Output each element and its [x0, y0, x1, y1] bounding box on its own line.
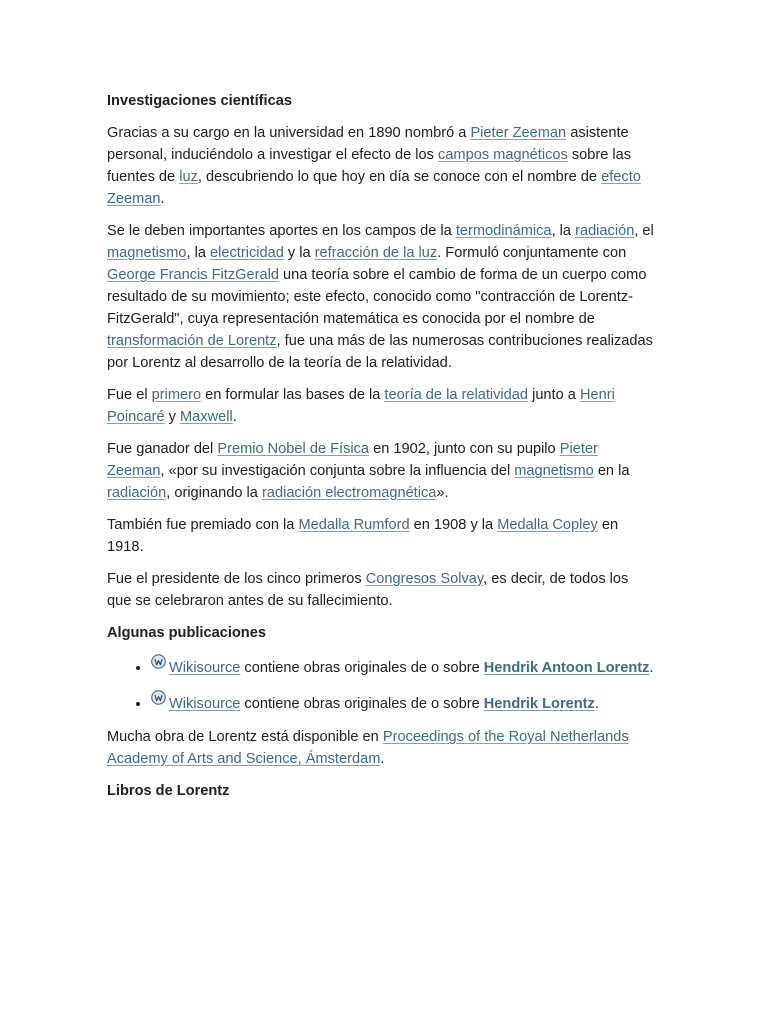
link-premio-nobel-de-fisica[interactable]: Premio Nobel de Física: [217, 441, 370, 457]
text: .: [232, 409, 237, 425]
text: sobre las fuentes de: [107, 147, 632, 185]
text: Se le deben importantes aportes en los campos de la: [107, 223, 456, 239]
link-pieter-zeeman-2[interactable]: Pieter Zeeman: [107, 441, 598, 479]
article-content: [107, 90, 655, 812]
text: Fue ganador del: [107, 441, 218, 457]
text: .: [594, 696, 599, 712]
link-hendrik-antoon-lorentz[interactable]: Hendrik Antoon Lorentz: [483, 660, 650, 676]
text: , el: [634, 223, 654, 239]
text: junto a: [528, 387, 580, 403]
wikisource-icon: [151, 654, 166, 669]
text: y: [164, 409, 181, 425]
link-refraccion-de-la-luz[interactable]: refracción de la luz: [314, 245, 438, 261]
text: .: [380, 751, 385, 767]
paragraph-zeeman: [107, 122, 655, 210]
text: , originando la: [166, 485, 262, 501]
text: ».: [436, 485, 449, 501]
text: contiene obras originales de o sobre: [240, 696, 484, 712]
link-henri-poincare[interactable]: Henri Poincaré: [107, 387, 615, 425]
text: , fue una más de las numerosas contribuciones realizadas por Lorentz al desarrollo de la teoría de la relatividad.: [107, 333, 653, 371]
link-magnetismo-2[interactable]: magnetismo: [514, 463, 594, 479]
paragraph-contributions: [107, 220, 655, 374]
link-hendrik-lorentz[interactable]: Hendrik Lorentz: [483, 696, 595, 712]
text: .: [160, 191, 165, 207]
link-electricidad[interactable]: electricidad: [210, 245, 284, 261]
link-medalla-copley[interactable]: Medalla Copley: [497, 517, 598, 533]
section-heading-publications: Algunas publicaciones: [107, 625, 266, 641]
link-efecto-zeeman[interactable]: efecto Zeeman: [107, 169, 641, 207]
link-medalla-rumford[interactable]: Medalla Rumford: [298, 517, 410, 533]
text: Fue el: [107, 387, 152, 403]
text: . Formuló conjuntamente con: [437, 245, 627, 261]
text: en la: [593, 463, 630, 479]
text: contiene obras originales de o sobre: [240, 660, 484, 676]
link-wikisource-2[interactable]: Wikisource: [169, 696, 241, 712]
paragraph-nobel: [107, 438, 655, 504]
paragraph-medals: [107, 514, 655, 558]
text: y la: [283, 245, 315, 261]
paragraph-solvay: [107, 568, 655, 612]
text: en formular las bases de la: [201, 387, 385, 403]
text: asistente personal, induciéndolo a investigar el efecto de los: [107, 125, 629, 163]
text: en 1902, junto con su pupilo: [369, 441, 560, 457]
paragraph-relativity: [107, 384, 655, 428]
link-transformacion-de-lorentz[interactable]: transformación de Lorentz: [107, 333, 277, 349]
link-proceedings[interactable]: Proceedings of the Royal Netherlands Academy of Arts and Science, Ámsterdam: [107, 729, 629, 767]
text: Mucha obra de Lorentz está disponible en: [107, 729, 383, 745]
publications-list: [107, 654, 655, 715]
text: en 1918.: [107, 517, 619, 555]
paragraph-proceedings: [107, 726, 655, 770]
link-radiacion[interactable]: radiación: [575, 223, 635, 239]
link-george-francis-fitzgerald[interactable]: George Francis FitzGerald: [107, 267, 279, 283]
text: Fue el presidente de los cinco primeros: [107, 571, 366, 587]
text: una teoría sobre el cambio de forma de un cuerpo como resultado de su movimiento; este efecto, conocido como "contracción de Lorentz-FitzGerald", cuya representación matemática es conocida por el nombre de: [107, 267, 647, 327]
link-pieter-zeeman[interactable]: Pieter Zeeman: [470, 125, 567, 141]
link-maxwell[interactable]: Maxwell: [180, 409, 233, 425]
link-wikisource[interactable]: Wikisource: [169, 660, 241, 676]
link-magnetismo[interactable]: magnetismo: [107, 245, 187, 261]
wikisource-icon: [151, 690, 166, 705]
list-item: [151, 654, 655, 679]
text: También fue premiado con la: [107, 517, 299, 533]
link-teoria-de-la-relatividad[interactable]: teoría de la relatividad: [384, 387, 529, 403]
text: , la: [551, 223, 576, 239]
text: en 1908 y la: [409, 517, 498, 533]
text: , descubriendo lo que hoy en día se conoce con el nombre de: [197, 169, 602, 185]
link-congresos-solvay[interactable]: Congresos Solvay: [365, 571, 484, 587]
section-heading-research: Investigaciones científicas: [107, 93, 292, 109]
text: , la: [186, 245, 211, 261]
link-radiacion-2[interactable]: radiación: [107, 485, 167, 501]
list-item: [151, 690, 655, 715]
text: .: [649, 660, 654, 676]
link-radiacion-electromagnetica[interactable]: radiación electromagnética: [261, 485, 437, 501]
text: , «por su investigación conjunta sobre la influencia del: [160, 463, 515, 479]
link-termodinamica[interactable]: termodinámica: [455, 223, 552, 239]
section-heading-books: Libros de Lorentz: [107, 783, 230, 799]
text: Gracias a su cargo en la universidad en 1890 nombró a: [107, 125, 471, 141]
text: , es decir, de todos los que se celebraron antes de su fallecimiento.: [107, 571, 629, 609]
link-campos-magneticos[interactable]: campos magnéticos: [438, 147, 568, 163]
link-luz[interactable]: luz: [179, 169, 198, 185]
link-primero[interactable]: primero: [151, 387, 202, 403]
